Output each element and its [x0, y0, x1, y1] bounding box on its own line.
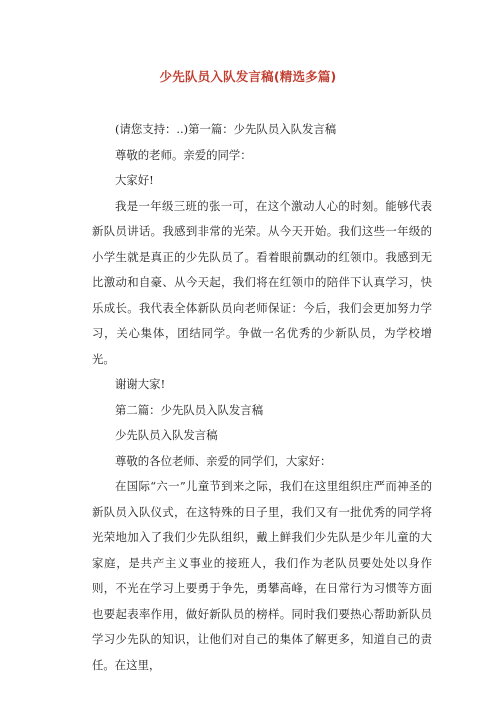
document-title: 少先队员入队发言稿(精选多篇)	[159, 69, 337, 84]
document-body	[92, 117, 432, 678]
paragraph-thanks: 谢谢大家!	[115, 377, 166, 391]
paragraph-intro-line: (请您支持：..)第一篇：少先队员入队发言稿	[115, 122, 337, 136]
paragraph-section-two-title: 少先队员入队发言稿	[115, 428, 218, 442]
paragraph-greeting: 大家好!	[115, 173, 154, 187]
paragraph-speech-body: 我是一年级三班的张一可，在这个激动人心的时刻。能够代表新队员讲话。我感到非常的光荣。从今天开始。我们这些一年级的小学生就是真正的少先队员了。看着眼前飘动的红领巾。我感到无比激动和自豪、从今天起，我们将在红领巾的陪伴下认真学习，快乐成长。我代表全体新队员向老师保证：今后，我们会更加努力学习，关心集体，团结同学。争做一名优秀的少新队员，为学校增光。	[92, 198, 432, 366]
paragraph-section-two-heading: 第二篇：少先队员入队发言稿	[115, 402, 264, 417]
paragraph-salutation: 尊敬的老师。亲爱的同学：	[115, 147, 252, 162]
paragraph-section-two-body: 在国际“六一”儿童节到来之际，我们在这里组织庄严而神圣的新队员入队仪式，在这特殊的日子里，我们又有一批优秀的同学将光荣地加入了我们少先队组织，戴上鲜我们少先队是少年儿童的大家庭，是共产主义事业的接班人，我们作为老队员要处处以身作则，不光在学习上要勇于争先，勇攀高峰，在日常行为习惯等方面也要起表率作用，做好新队员的榜样。同时我们要热心帮助新队员学习少先队的知识，让他们对自己的集体了解更多，知道自己的责任。在这里，	[92, 479, 432, 672]
paragraph-section-two-salutation: 尊敬的各位老师、亲爱的同学们，大家好：	[115, 453, 332, 468]
